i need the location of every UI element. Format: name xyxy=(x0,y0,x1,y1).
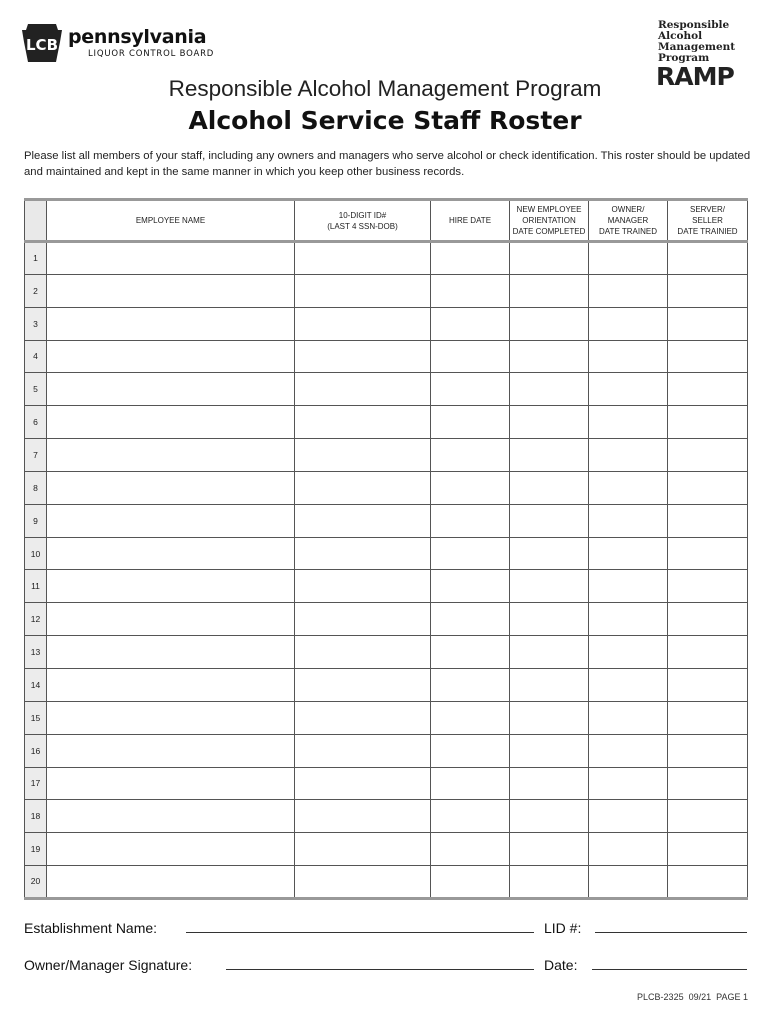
owner-manager-date-cell[interactable] xyxy=(589,504,668,537)
server-seller-date-cell[interactable] xyxy=(668,570,748,603)
employee-name-cell[interactable] xyxy=(47,242,295,275)
id-cell[interactable] xyxy=(295,668,431,701)
server-seller-date-cell[interactable] xyxy=(668,734,748,767)
table-row xyxy=(25,833,748,866)
row-number: 1 xyxy=(25,242,47,275)
server-seller-date-cell[interactable] xyxy=(668,504,748,537)
owner-manager-date-cell[interactable] xyxy=(589,800,668,833)
lcb-logo-subtitle: LIQUOR CONTROL BOARD xyxy=(88,49,215,59)
ramp-line: Program xyxy=(658,52,710,64)
employee-name-cell[interactable] xyxy=(47,537,295,570)
hire-date-cell[interactable] xyxy=(431,274,510,307)
keystone-icon xyxy=(22,24,62,62)
employee-name-cell[interactable] xyxy=(47,603,295,636)
header-number-cell xyxy=(25,200,47,242)
lid-field[interactable] xyxy=(595,932,747,933)
owner-manager-date-cell[interactable] xyxy=(589,734,668,767)
hire-date-cell[interactable] xyxy=(431,866,510,899)
lid-label: LID #: xyxy=(544,920,582,936)
hire-date-cell[interactable] xyxy=(431,373,510,406)
table-row xyxy=(25,866,748,899)
employee-name-cell[interactable] xyxy=(47,800,295,833)
employee-name-cell[interactable] xyxy=(47,866,295,899)
employee-name-cell[interactable] xyxy=(47,274,295,307)
owner-manager-date-cell[interactable] xyxy=(589,242,668,275)
id-cell[interactable] xyxy=(295,800,431,833)
ramp-line: Responsible xyxy=(658,19,730,31)
hire-date-cell[interactable] xyxy=(431,570,510,603)
row-number: 16 xyxy=(25,734,47,767)
orientation-date-cell[interactable] xyxy=(510,570,589,603)
id-cell[interactable] xyxy=(295,340,431,373)
owner-manager-date-cell[interactable] xyxy=(589,866,668,899)
owner-manager-date-cell[interactable] xyxy=(589,307,668,340)
orientation-date-cell[interactable] xyxy=(510,373,589,406)
server-seller-date-cell[interactable] xyxy=(668,537,748,570)
roster-table xyxy=(24,198,748,900)
hire-date-cell[interactable] xyxy=(431,734,510,767)
employee-name-cell[interactable] xyxy=(47,373,295,406)
lcb-logo-name: pennsylvania xyxy=(68,26,207,48)
row-number: 7 xyxy=(25,439,47,472)
table-row xyxy=(25,439,748,472)
owner-manager-date-cell[interactable] xyxy=(589,570,668,603)
employee-name-cell[interactable] xyxy=(47,767,295,800)
table-row xyxy=(25,800,748,833)
owner-manager-date-cell[interactable] xyxy=(589,636,668,669)
header-orientation-date: NEW EMPLOYEE ORIENTATION DATE COMPLETED xyxy=(510,200,589,242)
hire-date-cell[interactable] xyxy=(431,406,510,439)
orientation-date-cell[interactable] xyxy=(510,504,589,537)
server-seller-date-cell[interactable] xyxy=(668,274,748,307)
owner-manager-date-cell[interactable] xyxy=(589,274,668,307)
id-cell[interactable] xyxy=(295,439,431,472)
owner-manager-date-cell[interactable] xyxy=(589,439,668,472)
owner-manager-date-cell[interactable] xyxy=(589,603,668,636)
employee-name-cell[interactable] xyxy=(47,833,295,866)
orientation-date-cell[interactable] xyxy=(510,406,589,439)
header-hire-date: HIRE DATE xyxy=(431,200,510,242)
server-seller-date-cell[interactable] xyxy=(668,800,748,833)
hire-date-cell[interactable] xyxy=(431,504,510,537)
row-number: 18 xyxy=(25,800,47,833)
id-cell[interactable] xyxy=(295,833,431,866)
orientation-date-cell[interactable] xyxy=(510,340,589,373)
form-footer xyxy=(637,992,748,1002)
server-seller-date-cell[interactable] xyxy=(668,636,748,669)
id-cell[interactable] xyxy=(295,866,431,899)
form-id: PLCB-2325 xyxy=(637,992,684,1002)
row-number: 17 xyxy=(25,767,47,800)
table-row xyxy=(25,406,748,439)
table-row xyxy=(25,701,748,734)
hire-date-cell[interactable] xyxy=(431,636,510,669)
orientation-date-cell[interactable] xyxy=(510,307,589,340)
row-number: 14 xyxy=(25,668,47,701)
row-number: 19 xyxy=(25,833,47,866)
employee-name-cell[interactable] xyxy=(47,570,295,603)
ramp-line: Alcohol xyxy=(658,30,703,42)
id-cell[interactable] xyxy=(295,242,431,275)
employee-name-cell[interactable] xyxy=(47,471,295,504)
owner-manager-date-cell[interactable] xyxy=(589,701,668,734)
row-number: 10 xyxy=(25,537,47,570)
table-row xyxy=(25,340,748,373)
lcb-mark: LCB xyxy=(26,36,58,54)
id-cell[interactable] xyxy=(295,406,431,439)
header-employee-name: EMPLOYEE NAME xyxy=(47,200,295,242)
server-seller-date-cell[interactable] xyxy=(668,307,748,340)
hire-date-cell[interactable] xyxy=(431,439,510,472)
server-seller-date-cell[interactable] xyxy=(668,340,748,373)
orientation-date-cell[interactable] xyxy=(510,866,589,899)
ramp-logo-lines xyxy=(658,20,735,64)
table-row xyxy=(25,504,748,537)
employee-name-cell[interactable] xyxy=(47,504,295,537)
orientation-date-cell[interactable] xyxy=(510,734,589,767)
id-cell[interactable] xyxy=(295,570,431,603)
owner-manager-date-cell[interactable] xyxy=(589,406,668,439)
row-number: 11 xyxy=(25,570,47,603)
id-cell[interactable] xyxy=(295,734,431,767)
table-row xyxy=(25,668,748,701)
header-id: 10-DIGIT ID# (LAST 4 SSN-DOB) xyxy=(295,200,431,242)
id-cell[interactable] xyxy=(295,504,431,537)
orientation-date-cell[interactable] xyxy=(510,439,589,472)
employee-name-cell[interactable] xyxy=(47,406,295,439)
establishment-name-field[interactable] xyxy=(186,932,534,933)
row-number: 2 xyxy=(25,274,47,307)
orientation-date-cell[interactable] xyxy=(510,274,589,307)
ramp-wordmark: RAMP xyxy=(656,62,734,91)
table-row xyxy=(25,603,748,636)
row-number: 12 xyxy=(25,603,47,636)
hire-date-cell[interactable] xyxy=(431,307,510,340)
orientation-date-cell[interactable] xyxy=(510,833,589,866)
ramp-line: Management xyxy=(658,41,736,53)
orientation-date-cell[interactable] xyxy=(510,537,589,570)
hire-date-cell[interactable] xyxy=(431,767,510,800)
row-number: 4 xyxy=(25,340,47,373)
id-cell[interactable] xyxy=(295,373,431,406)
date-label: Date: xyxy=(544,957,578,973)
server-seller-date-cell[interactable] xyxy=(668,668,748,701)
signature-field[interactable] xyxy=(226,969,534,970)
orientation-date-cell[interactable] xyxy=(510,471,589,504)
table-row xyxy=(25,242,748,275)
row-number: 6 xyxy=(25,406,47,439)
server-seller-date-cell[interactable] xyxy=(668,767,748,800)
table-row xyxy=(25,307,748,340)
header-owner-manager-date: OWNER/ MANAGER DATE TRAINED xyxy=(589,200,668,242)
row-number: 20 xyxy=(25,866,47,899)
table-row xyxy=(25,471,748,504)
table-row xyxy=(25,537,748,570)
hire-date-cell[interactable] xyxy=(431,471,510,504)
id-cell[interactable] xyxy=(295,603,431,636)
row-number: 15 xyxy=(25,701,47,734)
id-cell[interactable] xyxy=(295,307,431,340)
row-number: 13 xyxy=(25,636,47,669)
id-cell[interactable] xyxy=(295,636,431,669)
table-row xyxy=(25,636,748,669)
employee-name-cell[interactable] xyxy=(47,340,295,373)
employee-name-cell[interactable] xyxy=(47,668,295,701)
owner-manager-date-cell[interactable] xyxy=(589,340,668,373)
id-cell[interactable] xyxy=(295,274,431,307)
orientation-date-cell[interactable] xyxy=(510,800,589,833)
orientation-date-cell[interactable] xyxy=(510,767,589,800)
orientation-date-cell[interactable] xyxy=(510,701,589,734)
row-number: 8 xyxy=(25,471,47,504)
row-number: 3 xyxy=(25,307,47,340)
row-number: 9 xyxy=(25,504,47,537)
page-number: PAGE 1 xyxy=(716,992,748,1002)
owner-manager-date-cell[interactable] xyxy=(589,537,668,570)
employee-name-cell[interactable] xyxy=(47,307,295,340)
employee-name-cell[interactable] xyxy=(47,701,295,734)
hire-date-cell[interactable] xyxy=(431,668,510,701)
hire-date-cell[interactable] xyxy=(431,800,510,833)
hire-date-cell[interactable] xyxy=(431,701,510,734)
owner-manager-date-cell[interactable] xyxy=(589,833,668,866)
lcb-logo xyxy=(22,24,222,66)
hire-date-cell[interactable] xyxy=(431,603,510,636)
owner-manager-date-cell[interactable] xyxy=(589,668,668,701)
table-row xyxy=(25,373,748,406)
row-number: 5 xyxy=(25,373,47,406)
server-seller-date-cell[interactable] xyxy=(668,833,748,866)
employee-name-cell[interactable] xyxy=(47,734,295,767)
intro-text: Please list all members of your staff, including any owners and managers who serve alcohol or check identification. This roster should be updated and maintained and kept in the same manner in which you keep other business records. xyxy=(24,150,751,178)
hire-date-cell[interactable] xyxy=(431,242,510,275)
server-seller-date-cell[interactable] xyxy=(668,701,748,734)
id-cell[interactable] xyxy=(295,701,431,734)
establishment-name-label: Establishment Name: xyxy=(24,920,158,936)
signature-label: Owner/Manager Signature: xyxy=(24,957,193,973)
date-field[interactable] xyxy=(592,969,747,970)
id-cell[interactable] xyxy=(295,537,431,570)
server-seller-date-cell[interactable] xyxy=(668,471,748,504)
employee-name-cell[interactable] xyxy=(47,439,295,472)
server-seller-date-cell[interactable] xyxy=(668,242,748,275)
page-title: Alcohol Service Staff Roster xyxy=(188,106,582,135)
owner-manager-date-cell[interactable] xyxy=(589,767,668,800)
server-seller-date-cell[interactable] xyxy=(668,406,748,439)
program-title: Responsible Alcohol Management Program xyxy=(168,76,602,101)
server-seller-date-cell[interactable] xyxy=(668,866,748,899)
hire-date-cell[interactable] xyxy=(431,833,510,866)
hire-date-cell[interactable] xyxy=(431,537,510,570)
table-header-row xyxy=(25,200,748,242)
orientation-date-cell[interactable] xyxy=(510,603,589,636)
table-row xyxy=(25,734,748,767)
owner-manager-date-cell[interactable] xyxy=(589,471,668,504)
id-cell[interactable] xyxy=(295,767,431,800)
form-revision: 09/21 xyxy=(688,992,712,1002)
hire-date-cell[interactable] xyxy=(431,340,510,373)
table-row xyxy=(25,274,748,307)
id-cell[interactable] xyxy=(295,471,431,504)
server-seller-date-cell[interactable] xyxy=(668,439,748,472)
table-row xyxy=(25,767,748,800)
orientation-date-cell[interactable] xyxy=(510,242,589,275)
server-seller-date-cell[interactable] xyxy=(668,603,748,636)
header-server-seller-date: SERVER/ SELLER DATE TRAINIED xyxy=(668,200,748,242)
server-seller-date-cell[interactable] xyxy=(668,373,748,406)
owner-manager-date-cell[interactable] xyxy=(589,373,668,406)
orientation-date-cell[interactable] xyxy=(510,636,589,669)
employee-name-cell[interactable] xyxy=(47,636,295,669)
orientation-date-cell[interactable] xyxy=(510,668,589,701)
table-row xyxy=(25,570,748,603)
